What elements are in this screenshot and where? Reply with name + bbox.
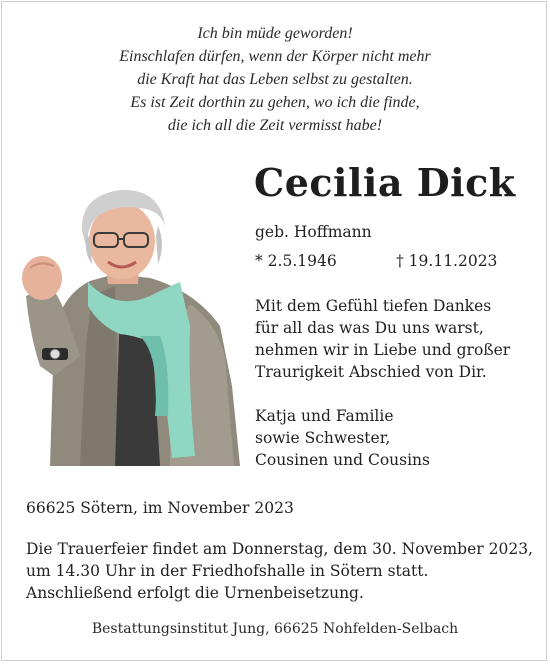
poem-line: Ich bin müde geworden!: [197, 25, 353, 42]
poem-line: die Kraft hat das Leben selbst zu gestalten.: [137, 71, 413, 88]
portrait-photo: [20, 186, 240, 466]
ceremony-line: Anschließend erfolgt die Urnenbeisetzung.: [26, 584, 364, 602]
poem-line: die ich all die Zeit vermisst habe!: [167, 117, 383, 134]
place-and-date: 66625 Sötern, im November 2023: [26, 499, 294, 517]
family-line: Cousinen und Cousins: [255, 451, 430, 469]
birth-date: * 2.5.1946: [255, 252, 337, 270]
poem: [0, 22, 550, 137]
message-line: Mit dem Gefühl tiefen Dankes: [255, 297, 492, 315]
message-line: für all das was Du uns warst,: [255, 319, 484, 337]
family-line: Katja und Familie: [255, 407, 394, 425]
message-line: Traurigkeit Abschied von Dir.: [255, 363, 487, 381]
ceremony-line: Die Trauerfeier findet am Donnerstag, dem 30. November 2023,: [26, 540, 533, 558]
ceremony-line: um 14.30 Uhr in der Friedhofshalle in Sötern statt.: [26, 562, 429, 580]
death-date: † 19.11.2023: [396, 252, 498, 270]
family-line: sowie Schwester,: [255, 429, 391, 447]
maiden-name: geb. Hoffmann: [255, 223, 372, 241]
poem-line: Es ist Zeit dorthin zu gehen, wo ich die finde,: [130, 94, 420, 111]
poem-line: Einschlafen dürfen, wenn der Körper nicht mehr: [119, 48, 431, 65]
undertaker: Bestattungsinstitut Jung, 66625 Nohfelden-Selbach: [91, 621, 459, 637]
message-line: nehmen wir in Liebe und großer: [255, 341, 511, 359]
deceased-name: Cecilia Dick: [254, 160, 516, 205]
